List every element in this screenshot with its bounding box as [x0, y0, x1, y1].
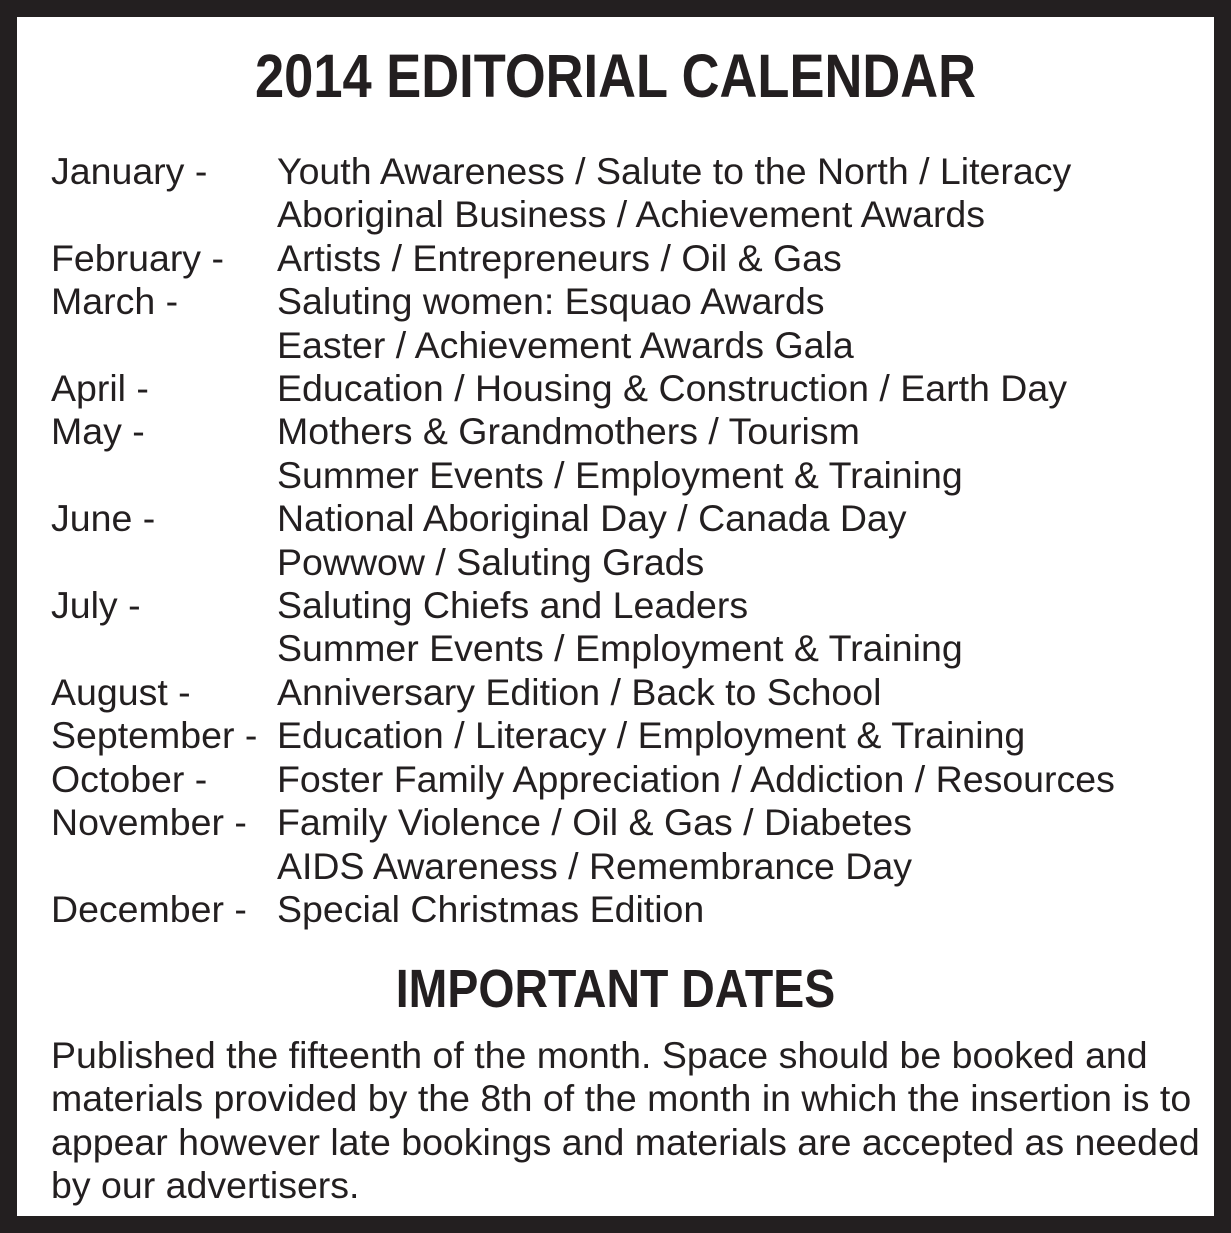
calendar-row: [51, 410, 1216, 497]
calendar-topic-line: Special Christmas Edition: [277, 887, 705, 930]
calendar-topics: [277, 280, 1216, 367]
calendar-row: [51, 367, 1216, 410]
calendar-topics: [277, 714, 1216, 757]
calendar-month-label: January -: [51, 150, 208, 192]
calendar-month-label: September -: [51, 714, 258, 757]
calendar-topics: [277, 888, 1216, 931]
calendar-topics: [277, 367, 1216, 410]
calendar-topic-line: Saluting Chiefs and Leaders: [277, 584, 749, 627]
calendar-topics: [277, 497, 1216, 584]
calendar-topics: [277, 758, 1216, 801]
calendar-row: [51, 671, 1216, 714]
calendar-row: [51, 150, 1216, 237]
calendar-month-label: December -: [51, 887, 247, 930]
calendar-month-label: March -: [51, 280, 179, 323]
calendar-row: [51, 584, 1216, 671]
calendar-row: [51, 888, 1216, 931]
calendar-topic-line: Anniversary Edition / Back to School: [277, 670, 882, 713]
calendar-month-label: November -: [51, 801, 247, 844]
calendar-topic-line: Education / Literacy / Employment & Training: [277, 714, 1026, 757]
calendar-topic-line: Powwow / Saluting Grads: [277, 540, 705, 583]
calendar-topic-line: Easter / Achievement Awards Gala: [277, 323, 854, 366]
calendar-row: [51, 714, 1216, 757]
calendar-topics: [277, 671, 1216, 714]
calendar-month-label: October -: [51, 757, 208, 800]
calendar-month-label: June -: [51, 497, 156, 540]
calendar-month-label: May -: [51, 410, 145, 453]
calendar-topic-line: Education / Housing & Construction / Earth Day: [277, 367, 1067, 410]
calendar-row: [51, 237, 1216, 280]
calendar-topic-line: Mothers & Grandmothers / Tourism: [277, 410, 860, 453]
calendar-month-label: February -: [51, 236, 224, 279]
calendar-month-label: August -: [51, 670, 191, 713]
calendar-topic-line: Summer Events / Employment & Training: [277, 627, 963, 670]
calendar-topics: [277, 150, 1216, 237]
calendar-topics: [277, 237, 1216, 280]
calendar-topic-line: AIDS Awareness / Remembrance Day: [277, 844, 912, 887]
important-dates-heading: IMPORTANT DATES: [395, 959, 836, 1019]
editorial-calendar-list: [51, 150, 1216, 931]
page-title: 2014 EDITORIAL CALENDAR: [254, 42, 977, 110]
calendar-topic-line: Family Violence / Oil & Gas / Diabetes: [277, 801, 912, 844]
important-dates-text: Published the fifteenth of the month. Space should be booked and materials provided by the 8th of the month in which the insertion is to appear however late bookings and materials are accepted as needed by our advertisers.: [51, 1034, 1200, 1207]
calendar-topic-line: Foster Family Appreciation / Addiction / Resources: [277, 757, 1115, 800]
calendar-row: [51, 758, 1216, 801]
calendar-month-label: July -: [51, 584, 141, 627]
calendar-topics: [277, 410, 1216, 497]
calendar-topic-line: Summer Events / Employment & Training: [277, 453, 963, 496]
calendar-topics: [277, 584, 1216, 671]
calendar-row: [51, 801, 1216, 888]
calendar-topics: [277, 801, 1216, 888]
calendar-month-label: April -: [51, 367, 149, 410]
calendar-topic-line: Youth Awareness / Salute to the North / Literacy: [277, 150, 1072, 192]
calendar-topic-line: National Aboriginal Day / Canada Day: [277, 497, 907, 540]
calendar-row: [51, 280, 1216, 367]
calendar-row: [51, 497, 1216, 584]
calendar-topic-line: Saluting women: Esquao Awards: [277, 280, 825, 323]
calendar-topic-line: Aboriginal Business / Achievement Awards: [277, 193, 986, 236]
calendar-topic-line: Artists / Entrepreneurs / Oil & Gas: [277, 236, 842, 279]
